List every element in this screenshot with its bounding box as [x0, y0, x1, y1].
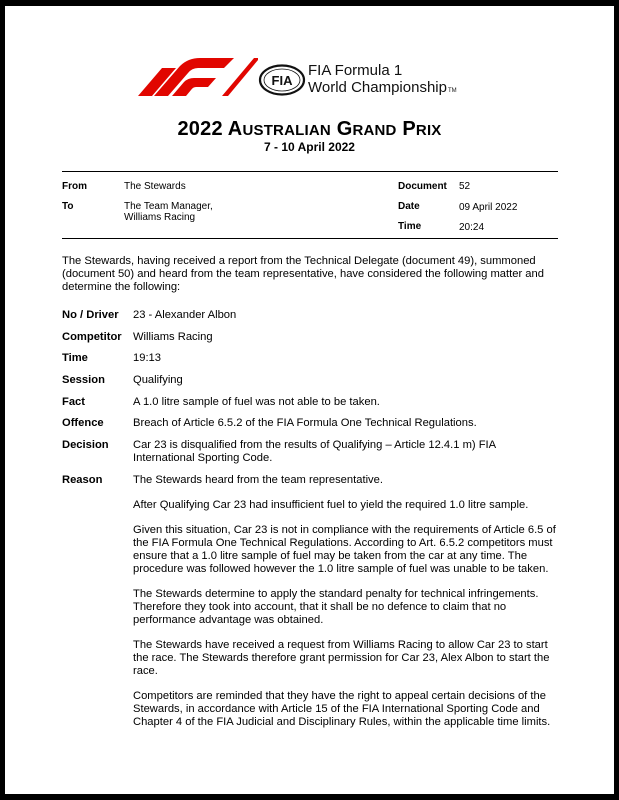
trademark-mark: TM	[447, 88, 457, 94]
decision-value: Car 23 is disqualified from the results of Qualifying – Article 12.4.1 m) FIA International Sporting Code.	[133, 439, 496, 464]
header-top-rule	[62, 171, 558, 172]
offence-value: Breach of Article 6.5.2 of the FIA Formula One Technical Regulations.	[133, 417, 477, 429]
brand-wordmark	[308, 62, 457, 100]
fia-badge-icon	[258, 64, 306, 96]
brand-line2: World Championship	[308, 79, 447, 96]
brand-line1: FIA Formula 1	[308, 62, 403, 79]
reason-paragraph-1: The Stewards heard from the team representative.	[133, 474, 383, 486]
reason-paragraph-3: Given this situation, Car 23 is not in compliance with the requirements of Article 6.5 of the FIA Formula One Technical Regulations. According to Art. 6.5.2 competitors must ensure that a 1.0 litre sample of fuel may be taken from the car at any time. The procedure was followed however the 1.0 litre sample of fuel was unable to be taken.	[133, 524, 556, 575]
time-label: Time	[398, 221, 422, 232]
title-small-3: RIX	[415, 122, 442, 139]
driver-label: No / Driver	[62, 309, 119, 321]
competitor-value: Williams Racing	[133, 331, 213, 343]
driver-value: 23 - Alexander Albon	[133, 309, 237, 321]
fact-value: A 1.0 litre sample of fuel was not able to be taken.	[133, 396, 380, 408]
title-cap-3: P	[402, 118, 416, 140]
document-value: 52	[459, 181, 471, 192]
brand-line2-wrap	[308, 79, 457, 100]
title-small-1: USTRALIAN	[242, 122, 331, 139]
offence-label: Offence	[62, 417, 104, 429]
reason-block	[133, 474, 556, 741]
date-label: Date	[398, 201, 420, 212]
from-label: From	[62, 181, 87, 192]
to-value-line1: The Team Manager,	[124, 201, 213, 212]
reason-label: Reason	[62, 474, 103, 486]
reason-paragraph-6: Competitors are reminded that they have the right to appeal certain decisions of the Stewards, in accordance with Article 15 of the FIA International Sporting Code and Chapter 4 of the FIA Judicial and Disciplinary Rules, within the applicable time limits.	[133, 690, 551, 728]
title-year: 2022	[177, 118, 223, 140]
reason-paragraph-4: The Stewards determine to apply the standard penalty for technical infringements. Therefore they took into account, that it shall be no defence to claim that no performance advantage was obtained.	[133, 588, 539, 626]
competitor-label: Competitor	[62, 331, 122, 343]
to-value	[124, 201, 213, 223]
title-small-2: RAND	[352, 122, 397, 139]
time-value: 20:24	[459, 222, 485, 233]
event-dates: 7 - 10 April 2022	[264, 140, 355, 154]
session-value: Qualifying	[133, 374, 183, 386]
header-bottom-rule	[62, 238, 558, 239]
to-label: To	[62, 201, 74, 212]
from-value: The Stewards	[124, 181, 186, 192]
date-value: 09 April 2022	[459, 202, 518, 213]
time-row-value: 19:13	[133, 352, 161, 364]
decision-label: Decision	[62, 439, 109, 451]
to-value-line2: Williams Racing	[124, 212, 196, 223]
page-title	[0, 118, 619, 141]
fact-label: Fact	[62, 396, 86, 408]
reason-paragraph-2: After Qualifying Car 23 had insufficient fuel to yield the required 1.0 litre sample.	[133, 499, 529, 511]
document-label: Document	[398, 181, 447, 192]
reason-paragraph-5: The Stewards have received a request from Williams Racing to allow Car 23 to start the race. The Stewards therefore grant permission for Car 23, Alex Albon to start the race.	[133, 639, 550, 677]
title-cap-1: A	[227, 118, 243, 140]
f1-logo	[136, 56, 258, 96]
intro-paragraph: The Stewards, having received a report from the Technical Delegate (document 49), summoned (document 50) and heard from the team representative, have considered the following matter and determine the following:	[62, 255, 544, 293]
fia-badge-text: FIA	[271, 73, 293, 88]
session-label: Session	[62, 374, 105, 386]
time-row-label: Time	[62, 352, 88, 364]
title-cap-2: G	[336, 118, 353, 140]
